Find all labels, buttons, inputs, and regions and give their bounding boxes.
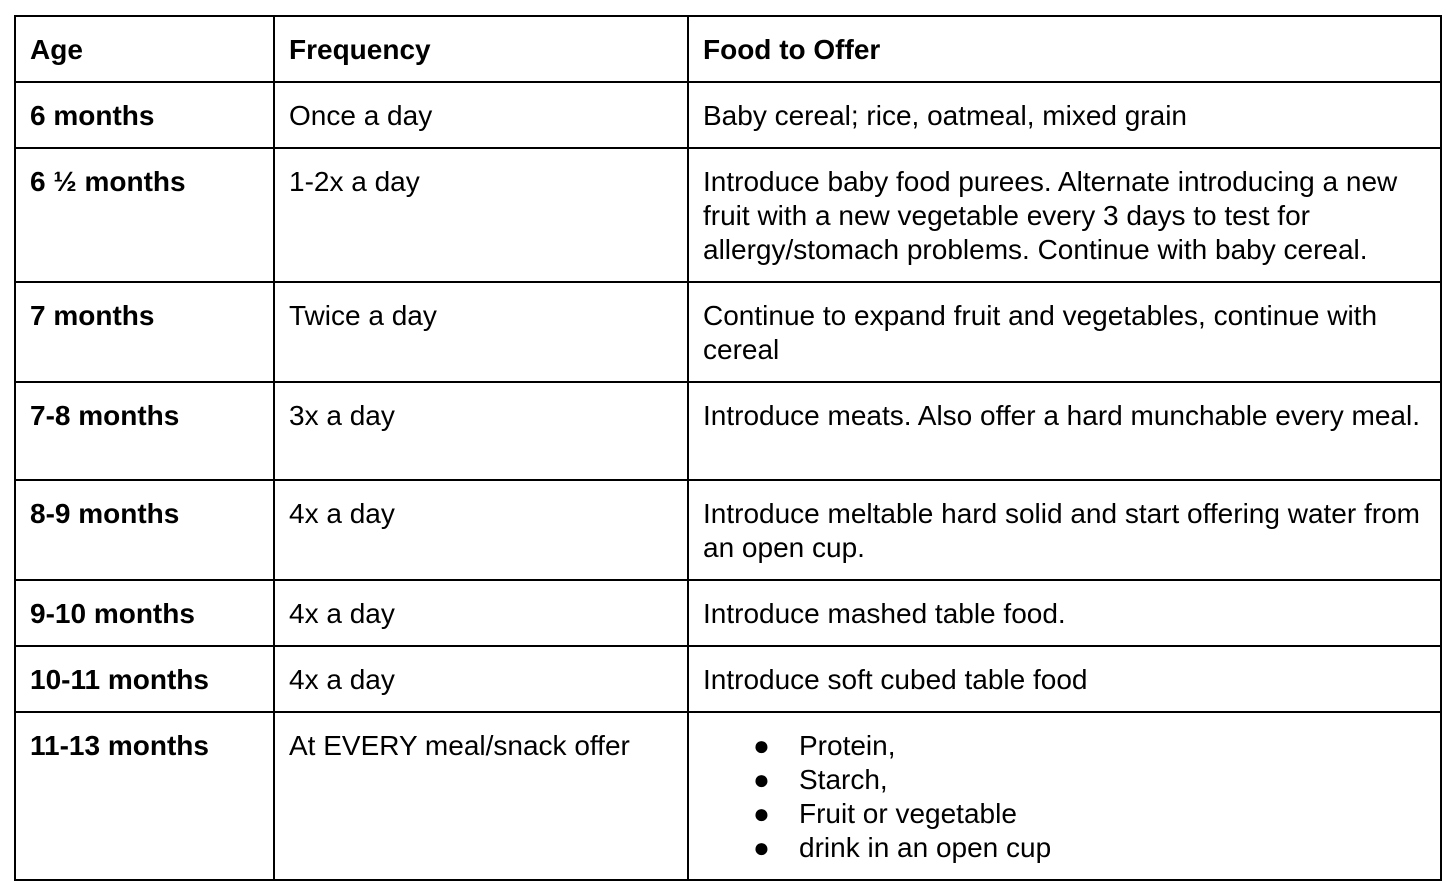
age-cell: 9-10 months xyxy=(15,580,274,646)
age-cell: 7-8 months xyxy=(15,382,274,480)
food-cell: Baby cereal; rice, oatmeal, mixed grain xyxy=(688,82,1441,148)
list-item xyxy=(703,831,1426,865)
table-header-row xyxy=(15,16,1441,82)
age-cell: 11-13 months xyxy=(15,712,274,880)
age-cell: 6 months xyxy=(15,82,274,148)
frequency-cell: 3x a day xyxy=(274,382,688,480)
frequency-cell: 1-2x a day xyxy=(274,148,688,282)
header-age: Age xyxy=(15,16,274,82)
list-item-text: Protein, xyxy=(799,730,896,761)
age-cell: 7 months xyxy=(15,282,274,382)
list-item-text: Fruit or vegetable xyxy=(799,798,1017,829)
header-food-to-offer: Food to Offer xyxy=(688,16,1441,82)
header-frequency: Frequency xyxy=(274,16,688,82)
list-item-text: drink in an open cup xyxy=(799,832,1052,863)
table-row xyxy=(15,580,1441,646)
food-cell: Introduce meltable hard solid and start offering water from an open cup. xyxy=(688,480,1441,580)
food-cell: Introduce mashed table food. xyxy=(688,580,1441,646)
frequency-cell: 4x a day xyxy=(274,480,688,580)
table-row xyxy=(15,382,1441,480)
frequency-cell: Once a day xyxy=(274,82,688,148)
bullet-icon: ● xyxy=(753,730,770,761)
list-item-text: Starch, xyxy=(799,764,888,795)
table-row xyxy=(15,712,1441,880)
frequency-cell: 4x a day xyxy=(274,580,688,646)
food-cell: Introduce meats. Also offer a hard munchable every meal. xyxy=(688,382,1441,480)
age-cell: 8-9 months xyxy=(15,480,274,580)
food-cell xyxy=(688,712,1441,880)
list-item xyxy=(703,729,1426,763)
food-cell: Continue to expand fruit and vegetables, continue with cereal xyxy=(688,282,1441,382)
frequency-cell: Twice a day xyxy=(274,282,688,382)
table-row xyxy=(15,480,1441,580)
table-row xyxy=(15,646,1441,712)
bullet-icon: ● xyxy=(753,832,770,863)
bullet-icon: ● xyxy=(753,798,770,829)
bullet-icon: ● xyxy=(753,764,770,795)
food-cell: Introduce baby food purees. Alternate introducing a new fruit with a new vegetable every 3 days to test for allergy/stomach problems. Continue with baby cereal. xyxy=(688,148,1441,282)
feeding-schedule-table xyxy=(14,15,1442,881)
age-cell: 6 ½ months xyxy=(15,148,274,282)
list-item xyxy=(703,797,1426,831)
frequency-cell: 4x a day xyxy=(274,646,688,712)
food-cell: Introduce soft cubed table food xyxy=(688,646,1441,712)
table-row xyxy=(15,282,1441,382)
food-bullet-list xyxy=(703,729,1426,865)
table-row xyxy=(15,148,1441,282)
age-cell: 10-11 months xyxy=(15,646,274,712)
list-item xyxy=(703,763,1426,797)
table-row xyxy=(15,82,1441,148)
frequency-cell: At EVERY meal/snack offer xyxy=(274,712,688,880)
